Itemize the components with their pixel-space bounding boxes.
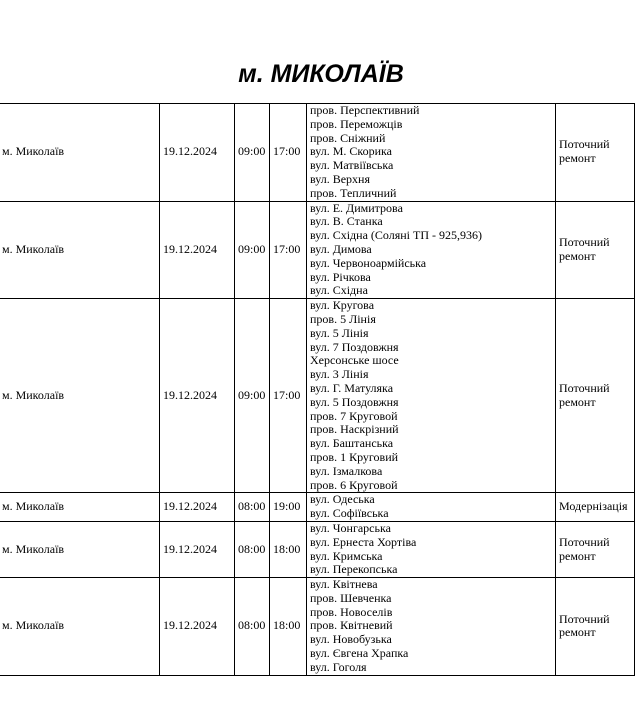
streets-cell (307, 493, 556, 522)
streets-cell (307, 578, 556, 676)
street-item: пров. Сніжний (310, 130, 386, 145)
end-time-cell: 18:00 (270, 521, 307, 577)
work-type-cell (556, 104, 635, 202)
streets-cell (307, 521, 556, 577)
work-type-cell (556, 493, 635, 522)
start-time-cell: 09:00 (235, 201, 270, 299)
work-type-cell (556, 201, 635, 299)
street-item: пров. Наскрізний (310, 422, 399, 437)
street-item: вул. Ернеста Хортіва (310, 534, 417, 549)
end-time-cell: 19:00 (270, 493, 307, 522)
start-time-cell: 09:00 (235, 299, 270, 493)
street-item: пров. 7 Круговой (310, 408, 398, 423)
street-item: пров. Переможців (310, 116, 403, 131)
city-cell: м. Миколаїв (0, 578, 160, 676)
work-type-label: Модернізація (559, 499, 628, 514)
street-item: вул. Верхня (310, 171, 370, 186)
end-time-cell: 17:00 (270, 201, 307, 299)
table-row (0, 493, 635, 522)
street-item: пров. Перспективний (310, 103, 420, 117)
street-item: пров. 5 Лінія (310, 311, 376, 326)
street-item: Херсонське шосе (310, 353, 399, 368)
page-title: м. МИКОЛАЇВ (238, 60, 404, 88)
table-row (0, 201, 635, 299)
street-item: вул. Річкова (310, 269, 371, 284)
work-type-label: Поточний ремонт (559, 611, 610, 640)
street-item: пров. Тепличний (310, 185, 397, 200)
start-time-cell: 08:00 (235, 521, 270, 577)
start-time-cell: 08:00 (235, 578, 270, 676)
street-item: вул. 5 Лінія (310, 325, 369, 340)
table-row (0, 299, 635, 493)
work-type-label: Поточний ремонт (559, 137, 610, 166)
street-item: вул. Східна (Соляні ТП - 925,936) (310, 228, 483, 243)
street-item: вул. Перекопська (310, 562, 398, 577)
table-body (0, 104, 635, 676)
city-cell: м. Миколаїв (0, 299, 160, 493)
end-time-cell: 17:00 (270, 299, 307, 493)
street-item: пров. 6 Круговой (310, 477, 398, 492)
street-item: вул. Новобузька (310, 632, 392, 647)
street-item: пров. Шевченка (310, 590, 392, 605)
city-cell: м. Миколаїв (0, 104, 160, 202)
street-item: пров. Квітневий (310, 618, 393, 633)
street-item: вул. Кругова (310, 298, 375, 313)
streets-cell (307, 104, 556, 202)
city-cell: м. Миколаїв (0, 493, 160, 522)
street-item: вул. Е. Димитрова (310, 201, 403, 215)
city-cell: м. Миколаїв (0, 201, 160, 299)
start-time-cell: 08:00 (235, 493, 270, 522)
date-cell: 19.12.2024 (160, 201, 235, 299)
street-item: вул. М. Скорика (310, 144, 393, 159)
street-item: вул. Євгена Храпка (310, 646, 409, 661)
street-item: вул. Ізмалкова (310, 463, 383, 478)
date-cell: 19.12.2024 (160, 299, 235, 493)
city-cell: м. Миколаїв (0, 521, 160, 577)
street-item: вул. 3 Лінія (310, 367, 369, 382)
street-item: вул. Димова (310, 241, 372, 256)
street-item: вул. Гоголя (310, 659, 367, 674)
street-item: вул. Червоноармійська (310, 255, 427, 270)
street-item: вул. Баштанська (310, 436, 394, 451)
date-cell: 19.12.2024 (160, 578, 235, 676)
work-type-label: Поточний ремонт (559, 534, 610, 563)
street-item: вул. В. Станка (310, 214, 383, 229)
work-type-cell (556, 299, 635, 493)
work-type-label: Поточний ремонт (559, 380, 610, 409)
date-cell: 19.12.2024 (160, 521, 235, 577)
streets-cell (307, 299, 556, 493)
street-item: вул. Кримська (310, 548, 383, 563)
work-type-label: Поточний ремонт (559, 235, 610, 263)
end-time-cell: 18:00 (270, 578, 307, 676)
street-item: вул. Софіївська (310, 506, 389, 521)
start-time-cell: 09:00 (235, 104, 270, 202)
table-row (0, 104, 635, 202)
streets-cell (307, 201, 556, 299)
street-item: вул. Квітнева (310, 577, 378, 592)
street-item: вул. 7 Поздовжня (310, 339, 399, 354)
street-item: вул. Східна (310, 283, 368, 298)
street-item: пров. Новоселів (310, 604, 393, 619)
street-item: вул. 5 Поздовжня (310, 394, 399, 409)
date-cell: 19.12.2024 (160, 493, 235, 522)
end-time-cell: 17:00 (270, 104, 307, 202)
work-type-cell (556, 578, 635, 676)
outage-schedule-table (0, 103, 635, 676)
street-item: вул. Чонгарська (310, 521, 391, 535)
table-row (0, 521, 635, 577)
table-row (0, 578, 635, 676)
date-cell: 19.12.2024 (160, 104, 235, 202)
street-item: вул. Матвіївська (310, 158, 394, 173)
street-item: пров. 1 Круговий (310, 449, 399, 464)
street-item: вул. Г. Матуляка (310, 380, 394, 395)
street-item: вул. Одеська (310, 492, 375, 507)
work-type-cell (556, 521, 635, 577)
